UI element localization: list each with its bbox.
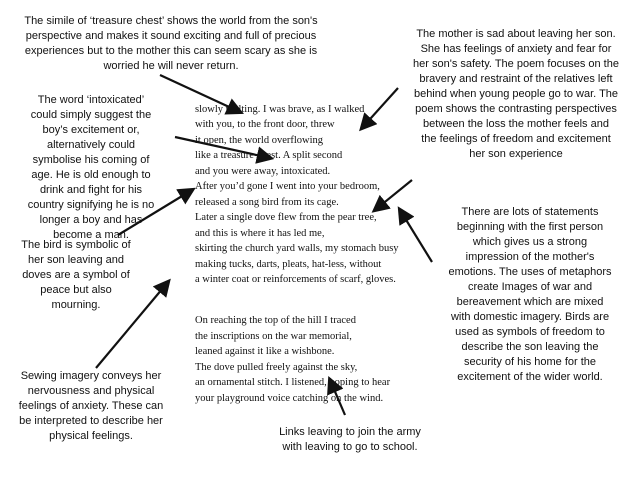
annotation-sewing-imagery: Sewing imagery conveys her nervousness and physical feelings of anxiety. These can be interpreted to describe her physical feelings. (18, 370, 164, 442)
poem-stanza-1: slowly melting. I was brave, as I walked with you, to the front door, threw it open, the world overflowing like a treasure chest. A split second and you were away, intoxicated. After you’d gone I went into your bedroom, released a song bird from its cage. Later a single dove flew from the pear tree, and this is where it has led me, skirting the church yard walls, my stomach busy making tucks, darts, pleats, hat-less, without a winter coat or reinforcements of scarf, gloves. (195, 103, 399, 285)
annotation-bird-symbol: The bird is symbolic of her son leaving and doves are a symbol of peace but also mourning. (21, 239, 131, 311)
poem-stanza-2: On reaching the top of the hill I traced the inscriptions on the war memorial, leaned against it like a wishbone. The dove pulled freely against the sky, an ornamental stitch. I listened, hoping to hear your playground voice catching on the wind. (195, 315, 391, 404)
annotation-mother-sad: The mother is sad about leaving her son. She has feelings of anxiety and fear for her son's safety. The poem focuses on the bravery and restraint of the relatives left behind when young people go to war. The poem shows the contrasting perspectives between the loss the mother feels and the feelings of freedom and excitement her son experience (413, 28, 619, 160)
annotation-simile: The simile of ‘treasure chest’ shows the world from the son's perspective and makes it sound exciting and full of precious experiences but to the mother this can seem scary as she is worried he will never return. (24, 15, 318, 72)
annotation-first-person-statements: There are lots of statements beginning with the first person which gives us a strong impression of the mother's emotions. The uses of metaphors create Images of war and bereavement which are mixed with domestic imagery. Birds are used as symbols of freedom to describe the son leaving the security of his home for the excitement of the wider world. (448, 206, 612, 383)
annotation-army-school: Links leaving to join the army with leaving to go to school. (279, 426, 421, 453)
poem-extract (195, 86, 425, 422)
annotation-intoxicated: The word ‘intoxicated’ could simply suggest the boy’s excitement or, alternatively could symbolise his coming of age. He is old enough to drink and fight for his country signifying he is no longer a boy and has become a man. (27, 94, 155, 241)
